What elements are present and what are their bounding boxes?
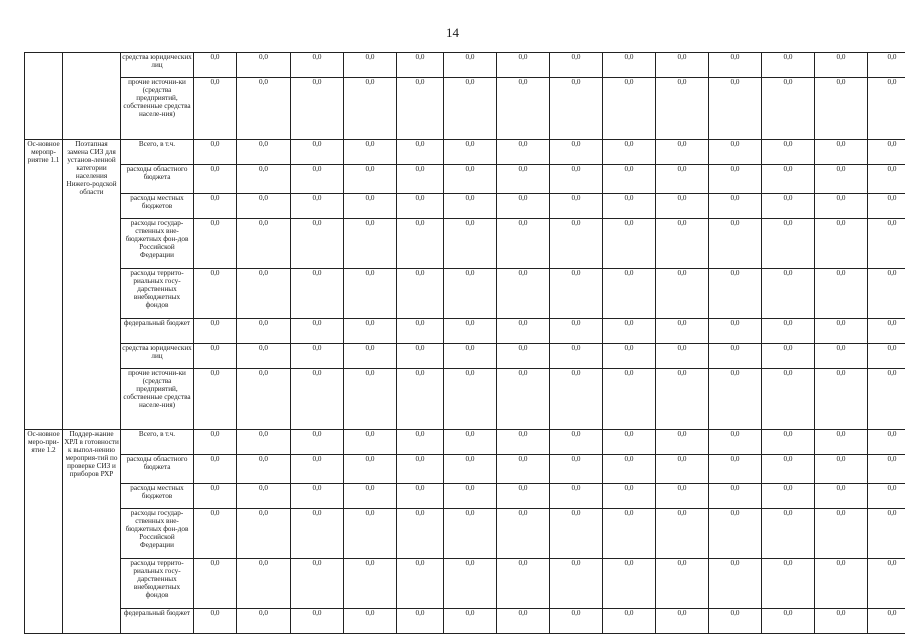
value-cell: 0,0 (603, 455, 656, 484)
value-cell: 0,0 (709, 165, 762, 194)
value-cell: 0,0 (815, 609, 868, 634)
funding-source-cell: расходы государ-ственных вне-бюджетных фон-дов Российской Федерации (121, 509, 194, 559)
value-cell: 0,0 (291, 319, 344, 344)
value-cell: 0,0 (237, 430, 291, 455)
value-cell: 0,0 (603, 509, 656, 559)
funding-source-cell: средства юридических лиц (121, 344, 194, 369)
value-cell: 0,0 (815, 509, 868, 559)
funding-source-cell: расходы местных бюджетов (121, 484, 194, 509)
value-cell: 0,0 (709, 509, 762, 559)
value-cell: 0,0 (344, 53, 397, 78)
value-cell: 0,0 (762, 194, 815, 219)
value-cell: 0,0 (444, 609, 497, 634)
value-cell: 0,0 (194, 165, 237, 194)
value-cell: 0,0 (762, 369, 815, 430)
value-cell: 0,0 (709, 78, 762, 140)
value-cell: 0,0 (497, 455, 550, 484)
funding-source-cell: средства юридических лиц (121, 53, 194, 78)
value-cell: 0,0 (291, 194, 344, 219)
table-row (25, 344, 905, 369)
value-cell: 0,0 (656, 484, 709, 509)
value-cell: 0,0 (868, 344, 905, 369)
value-cell: 0,0 (444, 509, 497, 559)
value-cell: 0,0 (344, 319, 397, 344)
value-cell: 0,0 (603, 269, 656, 319)
value-cell: 0,0 (497, 559, 550, 609)
value-cell: 0,0 (237, 165, 291, 194)
value-cell: 0,0 (550, 455, 603, 484)
value-cell: 0,0 (603, 484, 656, 509)
value-cell: 0,0 (397, 509, 444, 559)
value-cell: 0,0 (444, 194, 497, 219)
table-row (25, 559, 905, 609)
value-cell: 0,0 (603, 369, 656, 430)
value-cell: 0,0 (868, 78, 905, 140)
value-cell: 0,0 (603, 165, 656, 194)
value-cell: 0,0 (603, 53, 656, 78)
value-cell: 0,0 (444, 165, 497, 194)
value-cell: 0,0 (344, 78, 397, 140)
value-cell: 0,0 (709, 269, 762, 319)
value-cell: 0,0 (444, 344, 497, 369)
value-cell: 0,0 (497, 165, 550, 194)
value-cell: 0,0 (709, 559, 762, 609)
value-cell: 0,0 (656, 559, 709, 609)
value-cell: 0,0 (291, 609, 344, 634)
value-cell: 0,0 (709, 219, 762, 269)
value-cell: 0,0 (397, 559, 444, 609)
value-cell: 0,0 (291, 509, 344, 559)
value-cell: 0,0 (237, 53, 291, 78)
funding-source-cell: прочие источни-ки (средства предприятий, собственные средства населе-ния) (121, 78, 194, 140)
value-cell: 0,0 (397, 219, 444, 269)
value-cell: 0,0 (194, 319, 237, 344)
value-cell: 0,0 (344, 165, 397, 194)
value-cell: 0,0 (550, 140, 603, 165)
value-cell: 0,0 (237, 140, 291, 165)
value-cell: 0,0 (550, 430, 603, 455)
value-cell: 0,0 (709, 319, 762, 344)
value-cell: 0,0 (762, 609, 815, 634)
value-cell: 0,0 (444, 140, 497, 165)
table-row (25, 53, 905, 78)
table-row (25, 369, 905, 430)
table-row (25, 455, 905, 484)
value-cell: 0,0 (237, 78, 291, 140)
table-row (25, 319, 905, 344)
page-number: 14 (446, 25, 459, 40)
value-cell: 0,0 (656, 78, 709, 140)
funding-source-cell: расходы террито-риальных госу-дарственных внебюджетных фондов (121, 269, 194, 319)
value-cell: 0,0 (656, 319, 709, 344)
value-cell: 0,0 (550, 609, 603, 634)
value-cell: 0,0 (344, 430, 397, 455)
table-row (25, 140, 905, 165)
value-cell: 0,0 (237, 559, 291, 609)
value-cell: 0,0 (194, 430, 237, 455)
value-cell: 0,0 (291, 430, 344, 455)
value-cell: 0,0 (815, 369, 868, 430)
value-cell: 0,0 (550, 559, 603, 609)
value-cell: 0,0 (237, 455, 291, 484)
value-cell: 0,0 (344, 140, 397, 165)
value-cell: 0,0 (291, 78, 344, 140)
table-row (25, 165, 905, 194)
value-cell: 0,0 (291, 165, 344, 194)
value-cell: 0,0 (815, 559, 868, 609)
funding-source-cell: расходы областного бюджета (121, 165, 194, 194)
value-cell: 0,0 (656, 53, 709, 78)
value-cell: 0,0 (444, 484, 497, 509)
value-cell: 0,0 (344, 484, 397, 509)
value-cell: 0,0 (656, 140, 709, 165)
value-cell: 0,0 (397, 165, 444, 194)
value-cell: 0,0 (344, 194, 397, 219)
value-cell: 0,0 (815, 194, 868, 219)
value-cell: 0,0 (444, 430, 497, 455)
value-cell: 0,0 (444, 78, 497, 140)
value-cell: 0,0 (709, 369, 762, 430)
value-cell: 0,0 (237, 194, 291, 219)
financing-table (24, 52, 905, 634)
value-cell: 0,0 (344, 559, 397, 609)
value-cell: 0,0 (815, 269, 868, 319)
value-cell: 0,0 (397, 455, 444, 484)
value-cell: 0,0 (194, 140, 237, 165)
value-cell: 0,0 (550, 319, 603, 344)
value-cell: 0,0 (550, 484, 603, 509)
funding-source-cell: Всего, в т.ч. (121, 140, 194, 165)
value-cell: 0,0 (497, 484, 550, 509)
value-cell: 0,0 (444, 559, 497, 609)
value-cell: 0,0 (656, 455, 709, 484)
value-cell: 0,0 (709, 609, 762, 634)
value-cell: 0,0 (397, 344, 444, 369)
event-name-cell: Поэтапная замена СИЗ для установ-ленной категории населения Нижего-родской области (63, 140, 121, 430)
value-cell: 0,0 (709, 140, 762, 165)
table-row (25, 194, 905, 219)
value-cell: 0,0 (550, 344, 603, 369)
value-cell: 0,0 (291, 344, 344, 369)
event-cell: Ос-новное меропр-риятие 1.1 (25, 140, 63, 430)
value-cell: 0,0 (868, 319, 905, 344)
value-cell: 0,0 (868, 609, 905, 634)
value-cell: 0,0 (709, 430, 762, 455)
value-cell: 0,0 (709, 344, 762, 369)
value-cell: 0,0 (344, 344, 397, 369)
value-cell: 0,0 (194, 269, 237, 319)
value-cell: 0,0 (762, 559, 815, 609)
value-cell: 0,0 (550, 369, 603, 430)
value-cell: 0,0 (656, 369, 709, 430)
value-cell: 0,0 (497, 194, 550, 219)
value-cell: 0,0 (762, 455, 815, 484)
funding-source-cell: расходы областного бюджета (121, 455, 194, 484)
value-cell: 0,0 (762, 484, 815, 509)
value-cell: 0,0 (762, 344, 815, 369)
value-cell: 0,0 (762, 219, 815, 269)
value-cell: 0,0 (444, 369, 497, 430)
value-cell: 0,0 (237, 269, 291, 319)
table-row (25, 78, 905, 140)
value-cell: 0,0 (237, 344, 291, 369)
value-cell: 0,0 (397, 484, 444, 509)
value-cell: 0,0 (603, 140, 656, 165)
value-cell: 0,0 (344, 369, 397, 430)
value-cell: 0,0 (291, 484, 344, 509)
value-cell: 0,0 (497, 344, 550, 369)
value-cell: 0,0 (550, 53, 603, 78)
value-cell: 0,0 (291, 269, 344, 319)
value-cell: 0,0 (497, 430, 550, 455)
value-cell: 0,0 (603, 219, 656, 269)
value-cell: 0,0 (397, 319, 444, 344)
value-cell: 0,0 (291, 53, 344, 78)
value-cell: 0,0 (344, 269, 397, 319)
value-cell: 0,0 (709, 194, 762, 219)
value-cell: 0,0 (194, 509, 237, 559)
value-cell: 0,0 (868, 484, 905, 509)
funding-source-cell: федеральный бюджет (121, 319, 194, 344)
value-cell: 0,0 (656, 509, 709, 559)
table-row (25, 509, 905, 559)
table-body (25, 53, 905, 634)
value-cell: 0,0 (709, 455, 762, 484)
value-cell: 0,0 (762, 78, 815, 140)
event-name-cell: Поддер-жание ХРЛ в готовности к выпол-нению мероприя-тий по проверке СИЗ и приборов РХР (63, 430, 121, 634)
value-cell: 0,0 (815, 344, 868, 369)
value-cell: 0,0 (762, 430, 815, 455)
value-cell: 0,0 (550, 165, 603, 194)
value-cell: 0,0 (397, 140, 444, 165)
value-cell: 0,0 (194, 78, 237, 140)
value-cell: 0,0 (444, 269, 497, 319)
value-cell: 0,0 (497, 53, 550, 78)
value-cell: 0,0 (194, 194, 237, 219)
value-cell: 0,0 (868, 455, 905, 484)
value-cell: 0,0 (868, 140, 905, 165)
value-cell: 0,0 (656, 165, 709, 194)
table-row (25, 269, 905, 319)
value-cell: 0,0 (237, 369, 291, 430)
value-cell: 0,0 (237, 319, 291, 344)
value-cell: 0,0 (344, 455, 397, 484)
value-cell: 0,0 (709, 53, 762, 78)
value-cell: 0,0 (868, 509, 905, 559)
value-cell: 0,0 (815, 319, 868, 344)
value-cell: 0,0 (497, 269, 550, 319)
value-cell: 0,0 (397, 269, 444, 319)
value-cell: 0,0 (656, 430, 709, 455)
value-cell: 0,0 (815, 430, 868, 455)
value-cell: 0,0 (291, 455, 344, 484)
value-cell: 0,0 (397, 369, 444, 430)
value-cell: 0,0 (603, 344, 656, 369)
value-cell: 0,0 (497, 369, 550, 430)
value-cell: 0,0 (397, 53, 444, 78)
value-cell: 0,0 (656, 194, 709, 219)
value-cell: 0,0 (497, 140, 550, 165)
value-cell: 0,0 (194, 559, 237, 609)
value-cell: 0,0 (762, 269, 815, 319)
value-cell: 0,0 (237, 609, 291, 634)
value-cell: 0,0 (550, 509, 603, 559)
event-cell: Ос-новное меро-при-ятие 1.2 (25, 430, 63, 634)
value-cell: 0,0 (868, 53, 905, 78)
value-cell: 0,0 (444, 53, 497, 78)
value-cell: 0,0 (656, 269, 709, 319)
value-cell: 0,0 (444, 319, 497, 344)
table-row (25, 430, 905, 455)
value-cell: 0,0 (656, 609, 709, 634)
value-cell: 0,0 (603, 194, 656, 219)
value-cell: 0,0 (237, 219, 291, 269)
funding-source-cell: расходы государ-ственных вне-бюджетных фон-дов Российской Федерации (121, 219, 194, 269)
value-cell: 0,0 (603, 78, 656, 140)
value-cell: 0,0 (344, 509, 397, 559)
value-cell: 0,0 (815, 219, 868, 269)
value-cell: 0,0 (762, 165, 815, 194)
value-cell: 0,0 (194, 455, 237, 484)
value-cell: 0,0 (291, 559, 344, 609)
value-cell: 0,0 (497, 78, 550, 140)
funding-source-cell: расходы террито-риальных госу-дарственных внебюджетных фондов (121, 559, 194, 609)
value-cell: 0,0 (291, 140, 344, 165)
value-cell: 0,0 (344, 609, 397, 634)
value-cell: 0,0 (497, 609, 550, 634)
value-cell: 0,0 (291, 369, 344, 430)
value-cell: 0,0 (194, 369, 237, 430)
value-cell: 0,0 (656, 344, 709, 369)
value-cell: 0,0 (550, 219, 603, 269)
funding-source-cell: прочие источни-ки (средства предприятий, собственные средства населе-ния) (121, 369, 194, 430)
value-cell: 0,0 (815, 53, 868, 78)
value-cell: 0,0 (868, 165, 905, 194)
value-cell: 0,0 (603, 609, 656, 634)
funding-source-cell: федеральный бюджет (121, 609, 194, 634)
value-cell: 0,0 (868, 430, 905, 455)
value-cell: 0,0 (762, 509, 815, 559)
value-cell: 0,0 (815, 484, 868, 509)
funding-source-cell: Всего, в т.ч. (121, 430, 194, 455)
value-cell: 0,0 (550, 269, 603, 319)
event-name-cell (63, 53, 121, 140)
value-cell: 0,0 (603, 319, 656, 344)
value-cell: 0,0 (397, 430, 444, 455)
value-cell: 0,0 (444, 455, 497, 484)
value-cell: 0,0 (762, 140, 815, 165)
value-cell: 0,0 (868, 269, 905, 319)
value-cell: 0,0 (815, 165, 868, 194)
value-cell: 0,0 (762, 319, 815, 344)
value-cell: 0,0 (397, 194, 444, 219)
funding-source-cell: расходы местных бюджетов (121, 194, 194, 219)
value-cell: 0,0 (237, 509, 291, 559)
value-cell: 0,0 (497, 219, 550, 269)
value-cell: 0,0 (237, 484, 291, 509)
table-row (25, 609, 905, 634)
value-cell: 0,0 (550, 194, 603, 219)
value-cell: 0,0 (444, 219, 497, 269)
value-cell: 0,0 (194, 484, 237, 509)
value-cell: 0,0 (397, 609, 444, 634)
value-cell: 0,0 (815, 455, 868, 484)
value-cell: 0,0 (868, 369, 905, 430)
value-cell: 0,0 (344, 219, 397, 269)
value-cell: 0,0 (709, 484, 762, 509)
value-cell: 0,0 (291, 219, 344, 269)
value-cell: 0,0 (815, 78, 868, 140)
value-cell: 0,0 (194, 344, 237, 369)
value-cell: 0,0 (194, 219, 237, 269)
value-cell: 0,0 (194, 53, 237, 78)
value-cell: 0,0 (868, 194, 905, 219)
value-cell: 0,0 (194, 609, 237, 634)
value-cell: 0,0 (497, 509, 550, 559)
value-cell: 0,0 (815, 140, 868, 165)
value-cell: 0,0 (868, 219, 905, 269)
value-cell: 0,0 (603, 559, 656, 609)
value-cell: 0,0 (762, 53, 815, 78)
value-cell: 0,0 (656, 219, 709, 269)
value-cell: 0,0 (603, 430, 656, 455)
event-cell (25, 53, 63, 140)
table-row (25, 219, 905, 269)
value-cell: 0,0 (397, 78, 444, 140)
value-cell: 0,0 (868, 559, 905, 609)
table-row (25, 484, 905, 509)
value-cell: 0,0 (497, 319, 550, 344)
value-cell: 0,0 (550, 78, 603, 140)
